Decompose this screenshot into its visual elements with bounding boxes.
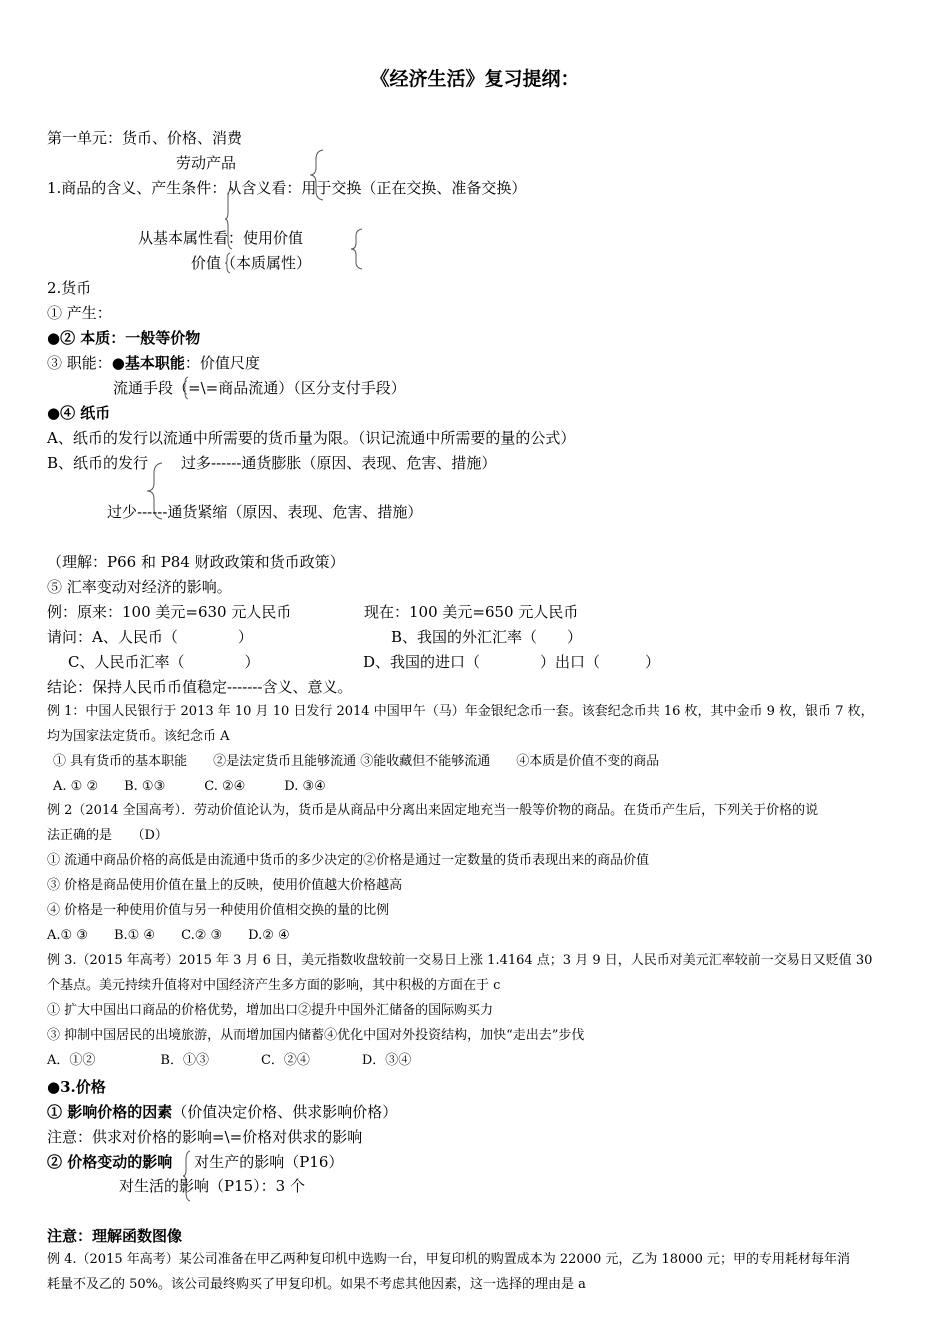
function-graph-note: 注意：理解函数图像 — [47, 1227, 183, 1245]
example4-line1: 例 4.（2015 年高考）某公司准备在甲乙两种复印机中选购一台，甲复印机的购置成本为 22000 元，乙为 18000 元；甲的专用耗材每年消 — [47, 1252, 850, 1267]
example1-options: ① 具有货币的基本职能 ②是法定货币且能够流通 ③能收藏但不能够流通 ④本质是价值不变的商品 — [53, 754, 660, 769]
example4-line2: 耗量不及乙的 50%。该公司最终购买了甲复印机。如果不考虑其他因素，这一选择的理由是 a — [47, 1277, 586, 1292]
deflation-text: 过少------通货紧缩（原因、表现、危害、措施） — [107, 503, 423, 521]
supply-demand-note: 注意：供求对价格的影响=\=价格对供求的影响 — [47, 1128, 363, 1146]
money-heading: 2.货币 — [47, 279, 92, 297]
conclusion: 结论：保持人民币币值稳定-------含义、意义。 — [47, 678, 353, 696]
example1-line2: 均为国家法定货币。该纪念币 A — [47, 729, 230, 744]
example3-line2: 个基点。美元持续升值将对中国经济产生多方面的影响，其中积极的方面在于 c — [47, 978, 501, 993]
example3-line1: 例 3.（2015 年高考）2015 年 3 月 6 日，美元指数收盘较前一交易日上涨 1.4164 点；3 月 9 日，人民币对美元汇率较前一交易日又贬值 30 — [47, 953, 873, 968]
paper-money-b: B、纸币的发行 — [47, 454, 149, 472]
brace-commodity — [309, 149, 325, 201]
attribute-use-value: 从基本属性看：使用价值 — [138, 229, 304, 247]
brace-functions — [182, 376, 190, 400]
question-b: B、我国的外汇汇率（ ） — [391, 628, 583, 646]
money-functions — [47, 353, 260, 373]
money-origin: ① 产生： — [47, 304, 112, 322]
brace-meaning — [224, 188, 234, 250]
paper-money-a: A、纸币的发行以流通中所需要的货币量为限。（识记流通中所需要的量的公式） — [47, 429, 576, 447]
example2-choices: A.① ③ B.① ④ C.② ③ D.② ④ — [47, 928, 290, 943]
question-c: C、人民币汇率（ ） — [68, 653, 260, 671]
example2-option4: ④ 价格是一种使用价值与另一种使用价值相交换的量的比例 — [47, 903, 390, 918]
money-essence: ●② 本质：一般等价物 — [47, 329, 201, 347]
question-a: 请问：A、人民币（ ） — [47, 628, 253, 646]
value-measure-text: ：价值尺度 — [184, 354, 260, 372]
policy-note: （理解：P66 和 P84 财政政策和货币政策） — [47, 553, 345, 571]
commodity-definition: 1.商品的含义、产生条件：从含义看：用于交换（正在交换、准备交换） — [47, 179, 527, 197]
effect-on-production: 对生产的影响（P16） — [194, 1153, 344, 1171]
example2-option12: ① 流通中商品价格的高低是由流通中货币的多少决定的②价格是通过一定数量的货币表现出来的商品价值 — [47, 853, 650, 868]
example-original: 例：原来：100 美元=630 元人民币 — [47, 603, 292, 621]
price-factors-label: ① 影响价格的因素 — [47, 1103, 173, 1121]
price-change-effects — [47, 1152, 343, 1172]
example-current: 现在：100 美元=650 元人民币 — [364, 603, 579, 621]
example1-choices: A. ① ② B. ①③ C. ②④ D. ③④ — [53, 779, 326, 794]
price-factors-detail: （价值决定价格、供求影响价格） — [172, 1103, 398, 1121]
example3-choices: A．①② B．①③ C．②④ D．③④ — [47, 1053, 412, 1068]
brace-attribute — [350, 228, 364, 270]
example3-option34: ③ 抑制中国居民的出境旅游，从而增加国内储蓄④优化中国对外投资结构，加快“走出去”步伐 — [47, 1028, 585, 1043]
brace-value — [224, 252, 232, 274]
example2-option3: ③ 价格是商品使用价值在量上的反映，使用价值越大价格越高 — [47, 878, 403, 893]
labor-product-text: 劳动产品 — [176, 154, 237, 172]
paper-money-heading: ●④ 纸币 — [47, 404, 111, 422]
example2-line1: 例 2（2014 全国高考）．劳动价值论认为，货币是从商品中分离出来固定地充当一般等价物的商品。在货币产生后，下列关于价格的说 — [47, 803, 819, 818]
example1-line1: 例 1：中国人民银行于 2013 年 10 月 10 日发行 2014 中国甲午（马）年金银纪念币一套。该套纪念币共 16 枚，其中金币 9 枚，银币 7 枚， — [47, 704, 874, 719]
exchange-rate-heading: ⑤ 汇率变动对经济的影响。 — [47, 578, 232, 596]
effect-on-life: 对生活的影响（P15）：3 个 — [119, 1177, 305, 1195]
unit-heading: 第一单元：货币、价格、消费 — [47, 129, 243, 147]
page-title: 《经济生活》复习提纲： — [370, 68, 580, 90]
money-functions-label: ③ 职能： — [47, 354, 112, 372]
question-d: D、我国的进口（ ）出口（ ） — [363, 653, 661, 671]
price-change-label: ② 价格变动的影响 — [47, 1153, 173, 1171]
circulation-means: 流通手段（=\=商品流通）（区分支付手段） — [113, 379, 406, 397]
price-heading: ●3.价格 — [47, 1078, 106, 1096]
price-factors — [47, 1102, 397, 1122]
inflation-text: 过多------通货膨胀（原因、表现、危害、措施） — [181, 454, 497, 472]
attribute-value: 价值（本质属性） — [191, 254, 312, 272]
example3-option12: ① 扩大中国出口商品的价格优势，增加出口②提升中国外汇储备的国际购买力 — [47, 1003, 494, 1018]
example2-line2: 法正确的是 （D） — [47, 828, 168, 843]
basic-functions-label: ●基本职能 — [111, 354, 185, 372]
